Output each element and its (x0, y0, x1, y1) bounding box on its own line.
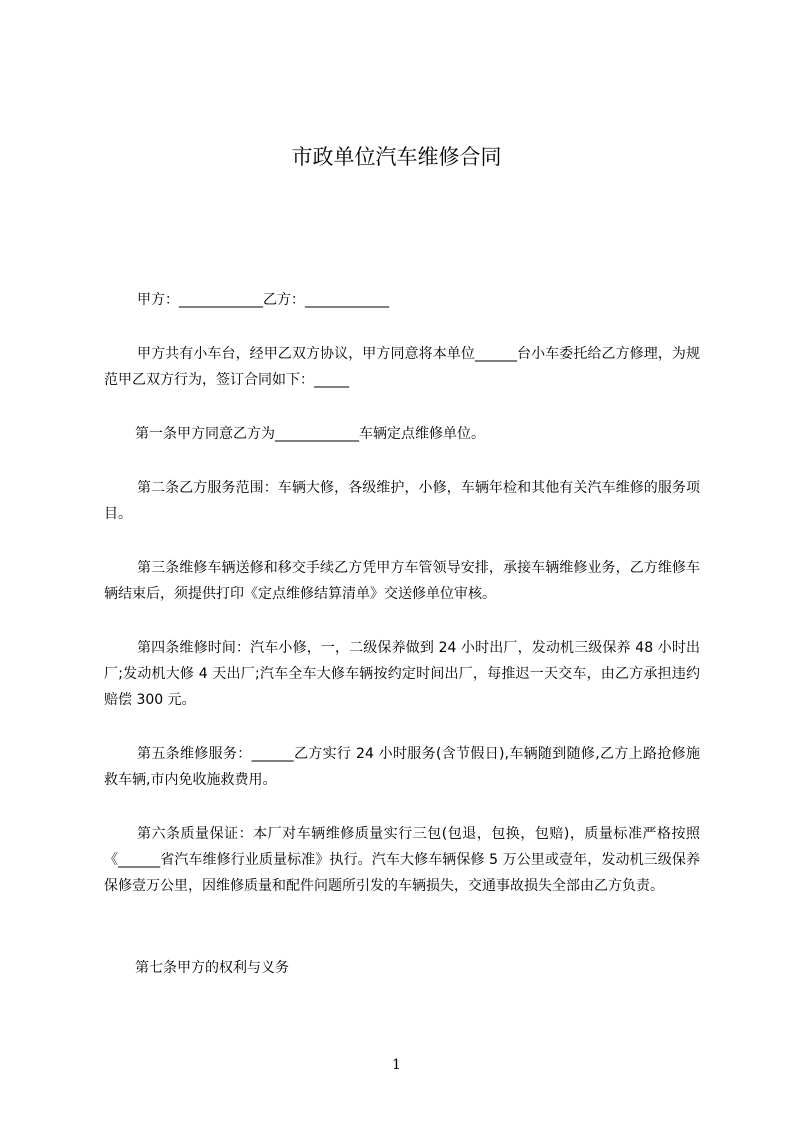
article-3: 第三条维修车辆送修和移交手续乙方凭甲方车管领导安排，承接车辆维修业务，乙方维修车辆结束后，须提供打印《定点维修结算清单》交送修单位审核。 (104, 560, 700, 602)
page-number: 1 (392, 1057, 401, 1073)
document-title: 市政单位汽车维修合同 (291, 145, 502, 169)
article-2: 第二条乙方服务范围：车辆大修，各级维护，小修，车辆年检和其他有关汽车维修的服务项目。 (104, 480, 700, 522)
article-6: 第六条质量保证：本厂对车辆维修质量实行三包(包退，包换，包赔)，质量标准严格按照《______省汽车维修行业质量标准》执行。汽车大修车辆保修 5 万公里或壹年，发动机三级保养保修壹万公里，因维修质量和配件问题所引发的车辆损失，交通事故损失全部由乙方负责。 (104, 826, 700, 894)
party-line: 甲方：____________乙方：____________ (137, 292, 389, 308)
article-7-heading: 第七条甲方的权利与义务 (135, 960, 289, 976)
article-1: 第一条甲方同意乙方为____________车辆定点维修单位。 (135, 426, 485, 442)
article-4: 第四条维修时间：汽车小修，一，二级保养做到 24 小时出厂，发动机三级保养 48 小时出厂;发动机大修 4 天出厂;汽车全车大修车辆按约定时间出厂，每推迟一天交车，由乙方承担违约赔偿 300 元。 (104, 640, 700, 708)
intro-paragraph: 甲方共有小车台，经甲乙双方协议，甲方同意将本单位______台小车委托给乙方修理，为规范甲乙双方行为，签订合同如下：_____ (104, 346, 700, 388)
article-5: 第五条维修服务：______乙方实行 24 小时服务(含节假日),车辆随到随修,乙方上路抢修施救车辆,市内免收施救费用。 (104, 746, 700, 788)
